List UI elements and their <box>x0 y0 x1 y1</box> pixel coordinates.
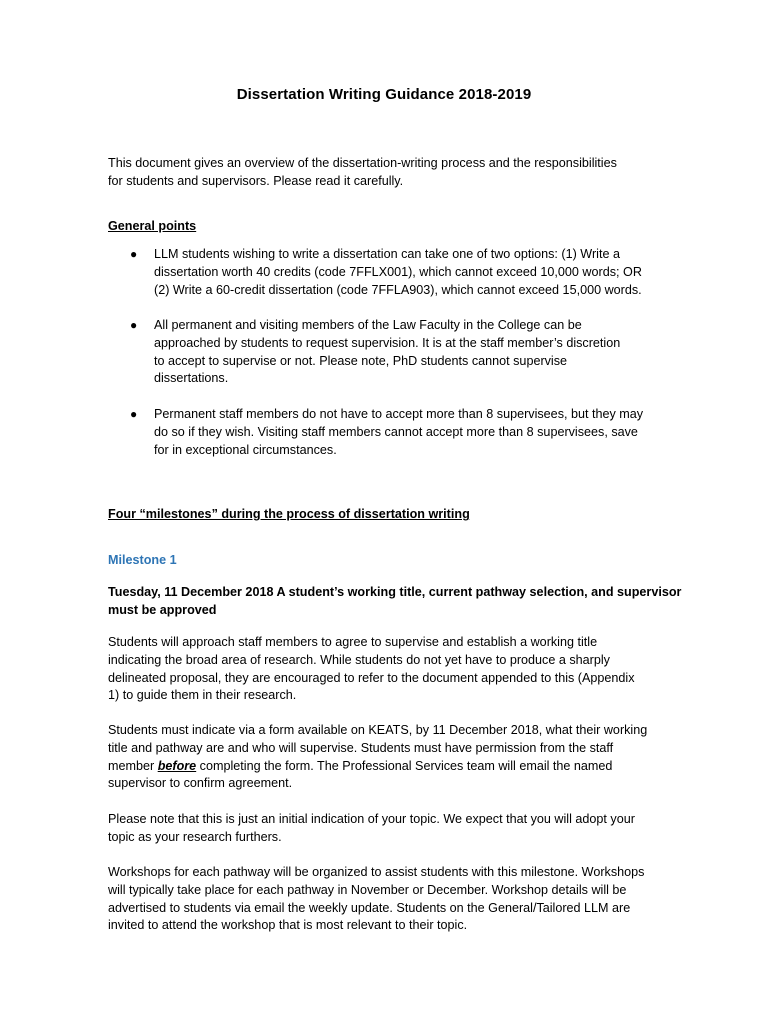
deadline-line: must be approved <box>108 602 217 617</box>
paragraph-line: Workshops for each pathway will be organized to assist students with this milestone. Workshops <box>108 865 645 879</box>
paragraph-initial-topic <box>108 811 635 847</box>
bullet-line: do so if they wish. Visiting staff members cannot accept more than 8 supervisees, save <box>154 424 638 439</box>
milestone-1-label: Milestone 1 <box>108 553 177 567</box>
general-points-heading: General points <box>108 219 197 233</box>
emphasis-before: before <box>157 758 197 773</box>
bullet-icon: ● <box>130 407 138 421</box>
bullet-line: approached by students to request supervision. It is at the staff member’s discretion <box>154 335 621 350</box>
intro-line: This document gives an overview of the dissertation-writing process and the responsibilities <box>108 156 617 170</box>
paragraph-supervision <box>108 634 635 705</box>
bullet-icon: ● <box>130 318 138 332</box>
paragraph-line: title and pathway are and who will supervise. Students must have permission from the staff <box>108 740 614 755</box>
paragraph-line: Please note that this is just an initial indication of your topic. We expect that you will adopt your <box>108 812 635 826</box>
paragraph-keats-form <box>108 722 647 793</box>
bullet-line: dissertation worth 40 credits (code 7FFLX001), which cannot exceed 10,000 words; OR <box>154 264 642 279</box>
bullet-line: dissertations. <box>154 371 229 386</box>
paragraph-line: invited to attend the workshop that is most relevant to their topic. <box>108 918 468 933</box>
text-segment: completing the form. The Professional Services team will email the named <box>196 758 613 773</box>
bullet-text <box>154 317 620 388</box>
intro-paragraph <box>108 155 617 191</box>
bullet-line: LLM students wishing to write a dissertation can take one of two options: (1) Write a <box>154 247 620 261</box>
bullet-text <box>154 406 643 459</box>
document-title: Dissertation Writing Guidance 2018-2019 <box>236 86 532 103</box>
paragraph-line: 1) to guide them in their research. <box>108 688 297 703</box>
bullet-line: All permanent and visiting members of the Law Faculty in the College can be <box>154 318 582 332</box>
deadline-line: Tuesday, 11 December 2018 A student’s working title, current pathway selection, and supervisor <box>108 585 682 599</box>
paragraph-line: Students must indicate via a form available on KEATS, by 11 December 2018, what their working <box>108 723 648 737</box>
milestone-1-deadline <box>108 584 681 620</box>
paragraph-line <box>108 758 647 776</box>
paragraph-line: indicating the broad area of research. While students do not yet have to produce a sharply <box>108 652 610 667</box>
bullet-line: to accept to supervise or not. Please note, PhD students cannot supervise <box>154 353 568 368</box>
text-segment: member <box>108 758 158 773</box>
bullet-text <box>154 246 642 299</box>
paragraph-line: supervisor to confirm agreement. <box>108 776 293 791</box>
paragraph-workshops <box>108 864 644 935</box>
bullet-line: (2) Write a 60-credit dissertation (code 7FFLA903), which cannot exceed 15,000 words. <box>154 282 642 297</box>
paragraph-line: topic as your research furthers. <box>108 829 282 844</box>
paragraph-line: delineated proposal, they are encouraged to refer to the document appended to this (Appendix <box>108 670 635 685</box>
paragraph-line: Students will approach staff members to agree to supervise and establish a working title <box>108 635 598 649</box>
paragraph-line: will typically take place for each pathway in November or December. Workshop details will be <box>108 882 627 897</box>
bullet-line: for in exceptional circumstances. <box>154 442 337 457</box>
bullet-icon: ● <box>130 247 138 261</box>
intro-line: for students and supervisors. Please read it carefully. <box>108 173 404 188</box>
bullet-line: Permanent staff members do not have to accept more than 8 supervisees, but they may <box>154 407 644 421</box>
paragraph-line: advertised to students via email the weekly update. Students on the General/Tailored LLM are <box>108 900 631 915</box>
milestones-heading: Four “milestones” during the process of dissertation writing <box>108 507 470 521</box>
